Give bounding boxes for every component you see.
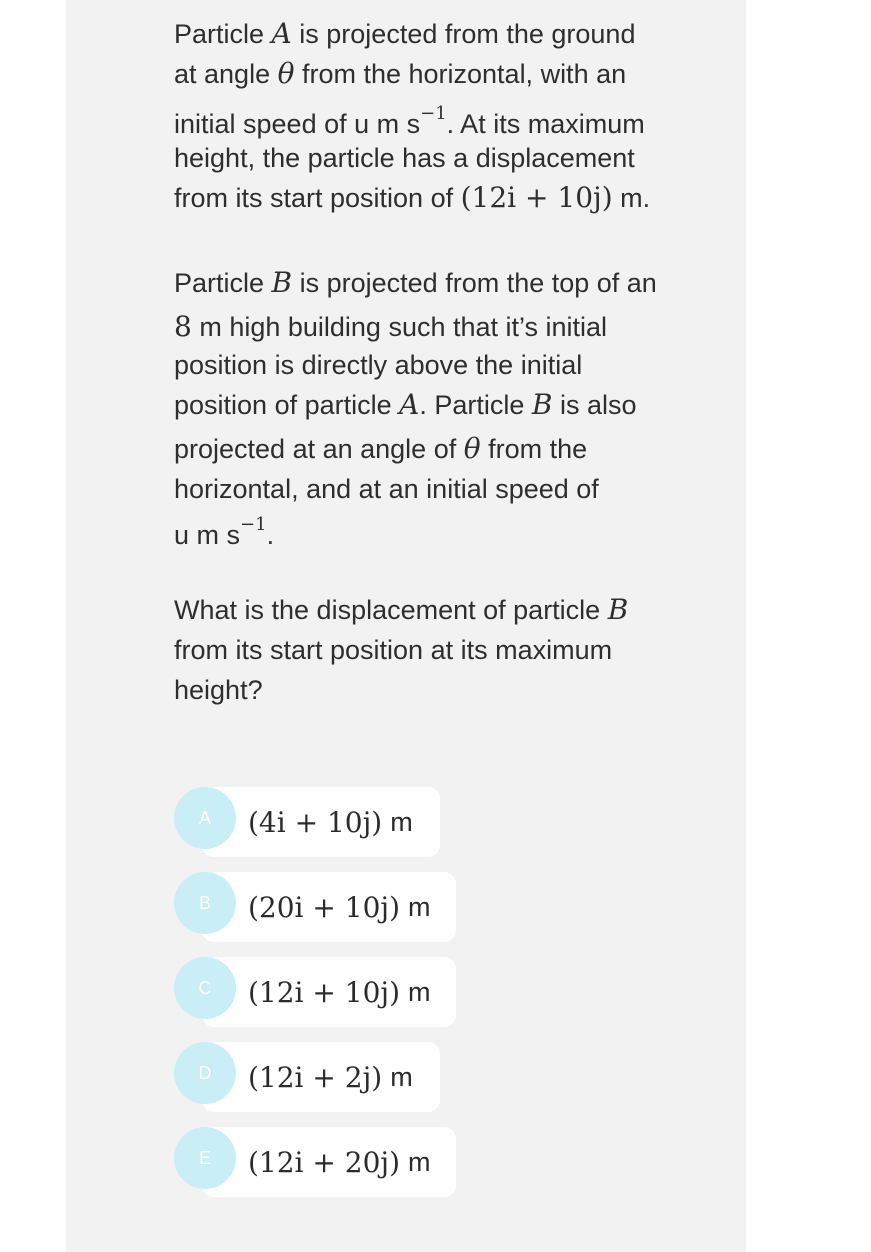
option-letter-badge: A xyxy=(174,787,236,849)
question-paragraph-2: Particle B is projected from the top of an 8 m high building such that it’s initial position is directly above the initial position of particle A. Particle B is also projected at an angle of θ from the horizontal, and at an initial speed of u m $s^{-1}$. xyxy=(174,266,657,550)
question-paragraph-3: What is the displacement of particle B from its start position at its maximum height? xyxy=(174,593,629,705)
option-letter-badge: D xyxy=(174,1042,236,1104)
option-letter-badge: C xyxy=(174,957,236,1019)
option-text: (4i + 10j) m xyxy=(248,805,413,839)
option-text: (12i + 10j) m xyxy=(248,975,431,1009)
option-text: (12i + 20j) m xyxy=(248,1145,431,1179)
question-paragraph-1: Particle A is projected from the ground at angle θ from the horizontal, with an initial speed of u m $s^{-1}$. At its maximum height, the particle has a displacement from its start position of (12i + 10j) m. xyxy=(174,17,651,214)
option-text: (12i + 2j) m xyxy=(248,1060,413,1094)
option-letter-badge: B xyxy=(174,872,236,934)
option-letter-badge: E xyxy=(174,1127,236,1189)
option-text: (20i + 10j) m xyxy=(248,890,431,924)
